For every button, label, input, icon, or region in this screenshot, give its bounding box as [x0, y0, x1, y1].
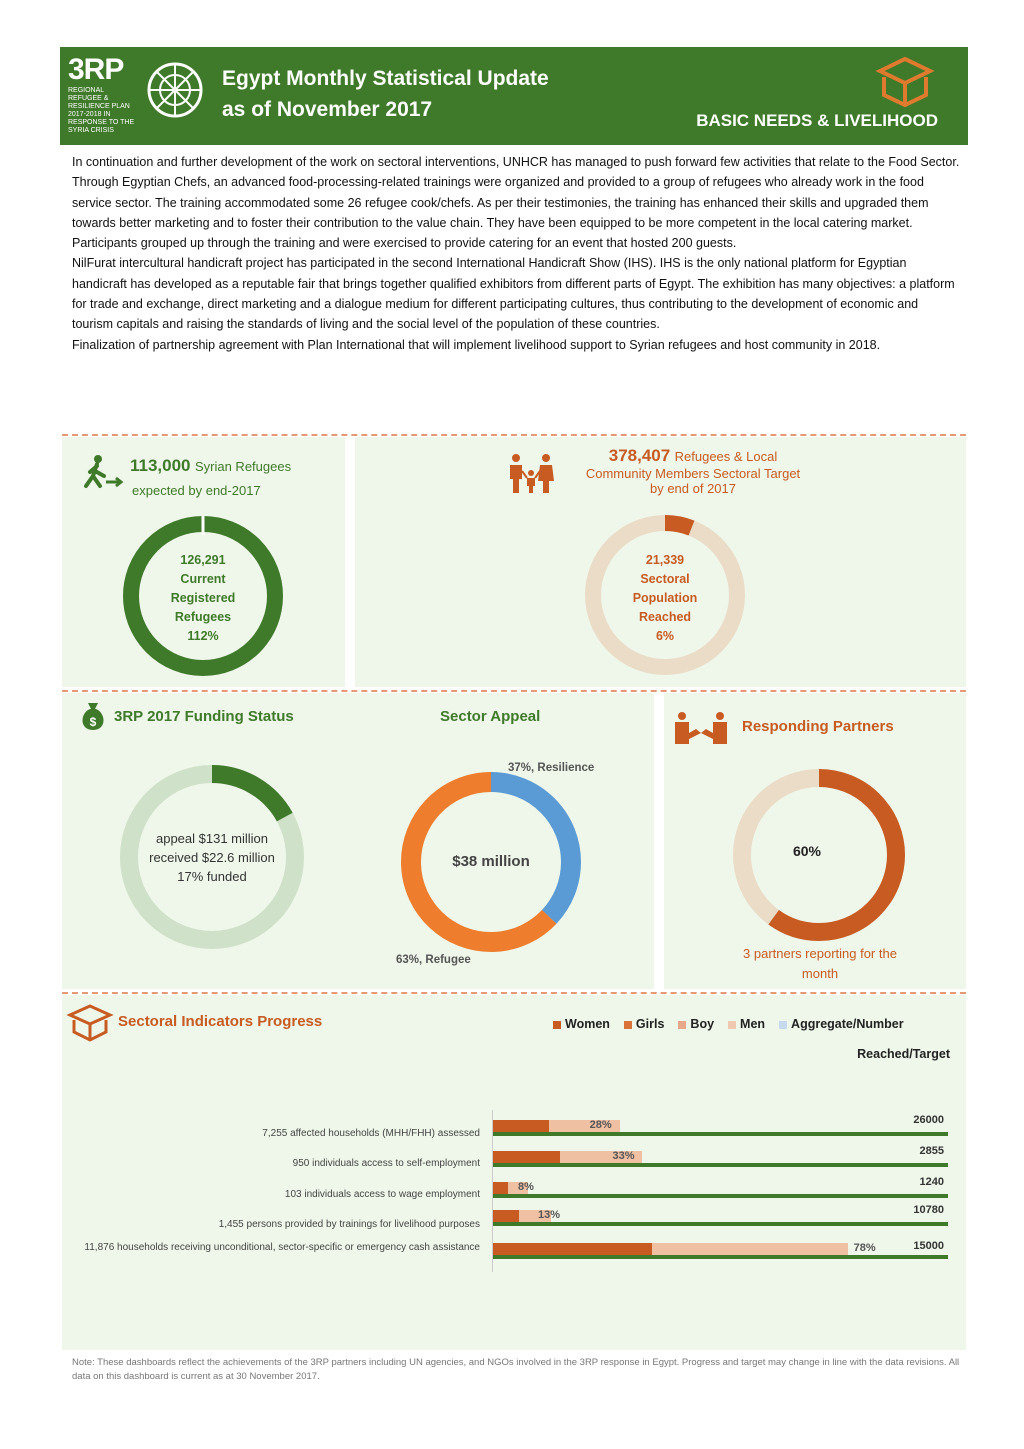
indicator-label: 7,255 affected households (MHH/FHH) assessed [262, 1128, 480, 1139]
funding-donut-label: appeal $131 million received $22.6 million 17% funded [149, 831, 275, 884]
indicator-percent-label: 78% [853, 1242, 876, 1254]
header-banner [60, 47, 968, 145]
indicator-label: 103 individuals access to wage employment [284, 1189, 480, 1200]
intro-paragraph: Finalization of partnership agreement with Plan International that will implement livelihood support to Syrian refugees and host community in 2018. [72, 337, 881, 352]
appeal-donut-label: $38 million [452, 853, 530, 870]
indicator-label: 11,876 households receiving unconditional, sector-specific or emergency cash assistance [84, 1242, 480, 1253]
3rp-emblem-icon [144, 59, 206, 121]
indicator-target-label: 15000 [913, 1240, 944, 1252]
sector-name: BASIC NEEDS & LIVELIHOOD [696, 111, 938, 130]
indicator-target-bar [492, 1194, 948, 1198]
indicator-target-label: 1240 [919, 1176, 944, 1188]
partners-title: Responding Partners [742, 718, 894, 735]
appeal-refugee-label: 63%, Refugee [396, 954, 471, 966]
legend-item-men: Men [728, 1017, 765, 1031]
target-kpi: 378,407 Refugees & Local Community Members Sectoral Target by end of 2017 [585, 446, 801, 496]
box-icon [870, 53, 940, 109]
indicator-target-bar [492, 1132, 948, 1136]
indicator-target-bar [492, 1163, 948, 1167]
appeal-title: Sector Appeal [440, 708, 541, 725]
indicator-women-bar [492, 1210, 519, 1222]
indicator-target-bar [492, 1255, 948, 1259]
indicator-women-bar [492, 1151, 560, 1163]
indicator-percent-label: 13% [538, 1209, 561, 1221]
section-divider [62, 434, 966, 436]
intro-paragraph: NilFurat intercultural handicraft project has participated in the second International Handicraft Show (IHS). IHS is the only national platform for Egyptian handicraft has developed as a reputable fair that brings together qualified exhibitors from different parts of Egypt. The exhibition has many objectives: a platform for trade and exchange, direct marketing and a dialogue medium for different participating cultures, thus contributing to the development of economic and tourism capitals and raising the standards of living and the social level of the population of these countries. [72, 256, 955, 332]
svg-text:$: $ [89, 715, 97, 729]
intro-paragraph: In continuation and further development of the work on sectoral interventions, UNHCR has managed to push forward few activities that relate to the Food Sector. Through Egyptian Chefs, an advanced food-processing-related trainings were organized and provided to a group of refugees who already work in the food service sector. The training accommodated some 26 refugee cook/chefs. As per their testimonies, the training has enhanced their skills and upgraded them towards better marketing and to foster their contribution to the value chain. They have been equipped to be more competent in the local catering market. Participants grouped up through the training and were exercised to provide catering for an event that hosted 200 guests. [72, 155, 960, 251]
section-divider [62, 690, 966, 692]
indicators-legend [553, 1017, 904, 1031]
indicator-women-bar [492, 1182, 508, 1194]
indicators-title: Sectoral Indicators Progress [118, 1013, 323, 1030]
chart-axis [492, 1110, 493, 1272]
partners-donut-label: 60% [792, 843, 822, 859]
money-bag-icon [78, 700, 108, 732]
refugees-kpi: 113,000 Syrian Refugees [130, 456, 292, 475]
indicator-percent-label: 8% [518, 1181, 534, 1193]
indicator-target-bar [492, 1222, 948, 1226]
indicators-panel [62, 995, 966, 1350]
footnote: Note: These dashboards reflect the achievements of the 3RP partners including UN agencies, and NGOs involved in the 3RP response in Egypt. Progress and target may change in line with the data revisions. All data on this dashboard is current as at 30 November 2017. [72, 1357, 960, 1382]
indicator-target-label: 2855 [919, 1145, 944, 1157]
3rp-logo: 3RP REGIONAL REFUGEE & RESILIENCE PLAN 2017-2018 IN RESPONSE TO THE SYRIA CRISIS [68, 53, 135, 134]
indicator-women-bar [492, 1243, 652, 1255]
refugees-donut-label: 126,291 Current Registered Refugees 112% [170, 553, 236, 643]
intro-text [72, 152, 960, 355]
refugees-expected-label: expected by end-2017 [132, 483, 261, 498]
indicator-target-label: 26000 [913, 1114, 944, 1126]
box-icon [64, 1002, 116, 1042]
legend-item-girls: Girls [624, 1017, 665, 1031]
funding-title: 3RP 2017 Funding Status [114, 708, 294, 725]
legend-item-boy: Boy [678, 1017, 714, 1031]
section-divider [62, 992, 966, 994]
reached-target-label: Reached/Target [857, 1047, 950, 1061]
indicator-target-label: 10780 [913, 1204, 944, 1216]
indicator-percent-label: 28% [589, 1119, 612, 1131]
walking-person-icon [78, 454, 126, 490]
indicator-label: 1,455 persons provided by trainings for livelihood purposes [218, 1219, 480, 1230]
indicator-label: 950 individuals access to self-employment [292, 1158, 480, 1169]
handshake-icon [672, 711, 730, 745]
appeal-resilience-label: 37%, Resilience [508, 762, 595, 774]
legend-item-women: Women [553, 1017, 610, 1031]
indicator-percent-label: 33% [612, 1150, 635, 1162]
target-donut-label: 21,339 Sectoral Population Reached 6% [632, 553, 698, 643]
family-icon [504, 453, 558, 495]
page-title: Egypt Monthly Statistical Update as of November 2017 [222, 67, 549, 121]
legend-item-aggregate: Aggregate/Number [779, 1017, 904, 1031]
partners-caption: 3 partners reporting for the month [743, 946, 897, 981]
indicator-women-bar [492, 1120, 549, 1132]
